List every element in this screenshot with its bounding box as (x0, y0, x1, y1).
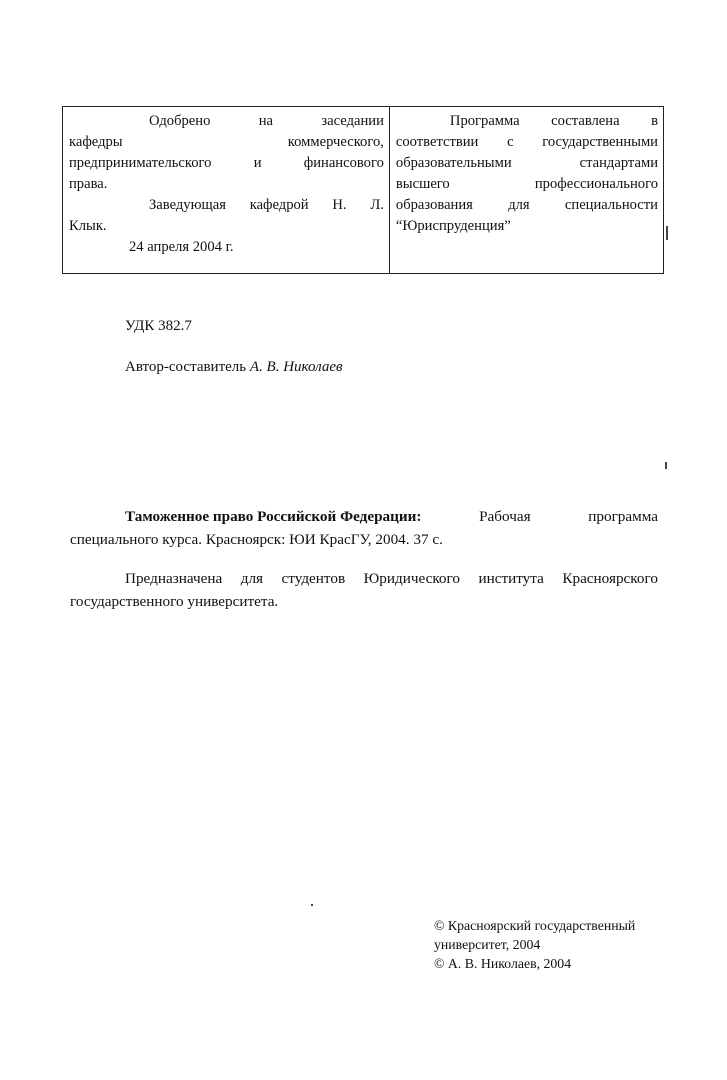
approval-left-line: Клык. (69, 218, 107, 234)
approval-table (62, 106, 664, 274)
description-line: Таможенное право Российской Федерации: Рабочая программа (125, 508, 658, 525)
description-line: специального курса. Красноярск: ЮИ КрасГУ, 2004. 37 с. (70, 531, 443, 548)
approval-left-cell (63, 107, 390, 273)
approval-right-line: высшего профессионального (395, 176, 658, 192)
copyright-university-year: университет, 2004 (434, 937, 541, 952)
copyright-block (434, 916, 635, 973)
copyright-author: © А. В. Николаев, 2004 (434, 956, 572, 971)
approval-right-cell (390, 107, 663, 273)
approval-right-line: Программа составлена в (449, 113, 658, 129)
scan-mark (665, 462, 667, 469)
author-line (125, 359, 343, 376)
udk-code: УДК 382.7 (125, 318, 192, 334)
approval-left-line: предпринимательского и финансового (69, 155, 384, 171)
scan-mark (311, 904, 313, 906)
copyright-university: © Красноярский государственный (434, 918, 636, 933)
scan-mark (666, 226, 668, 240)
approval-left-line: права. (69, 176, 108, 192)
author-label: Автор-составитель (125, 359, 250, 375)
approval-left-line: Одобрено на заседании (149, 113, 384, 129)
approval-date: 24 апреля 2004 г. (129, 239, 234, 255)
approval-right-line: соответствии с государственными (395, 134, 658, 150)
approval-left-line: Заведующая кафедрой Н. Л. (149, 197, 384, 213)
approval-right-line: образования для специальности (395, 197, 658, 213)
approval-right-line: образовательными стандартами (395, 155, 658, 171)
purpose-line: Предназначена для студентов Юридического института Красноярского (125, 570, 658, 587)
author-name: А. В. Николаев (249, 359, 343, 375)
approval-left-line: кафедры коммерческого, (69, 134, 384, 150)
approval-right-line: “Юриспруденция” (395, 218, 511, 234)
book-title: Таможенное право Российской Федерации (125, 508, 417, 525)
bibliographic-description (70, 505, 658, 551)
purpose-line: государственного университета. (70, 593, 279, 610)
purpose-text (70, 567, 658, 613)
